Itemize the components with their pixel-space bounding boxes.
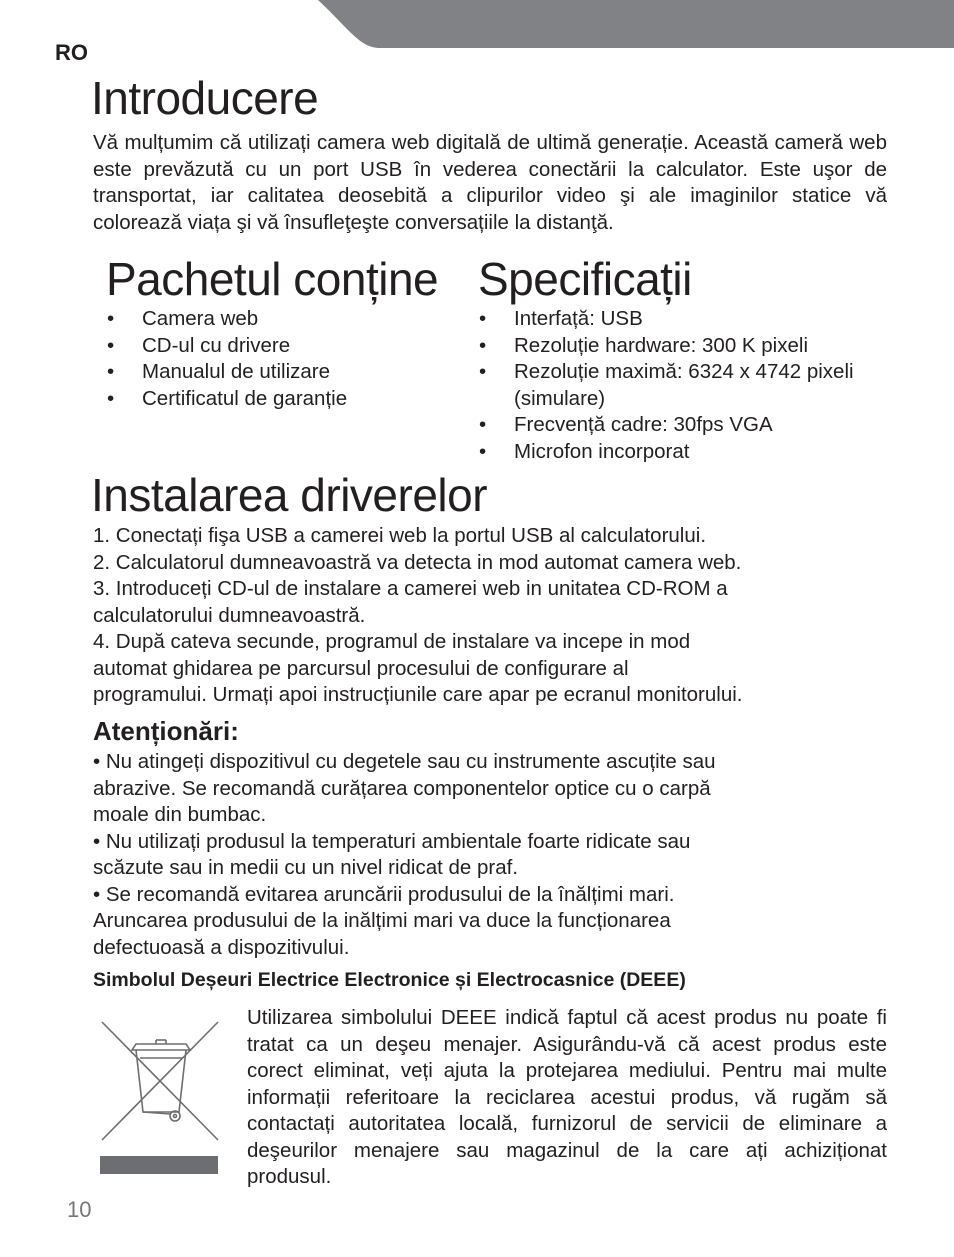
list-item-text: CD-ul cu drivere xyxy=(142,333,291,357)
specs-list xyxy=(479,306,879,465)
section-title-introducere: Introducere xyxy=(91,72,319,124)
list-item xyxy=(479,306,879,333)
list-item xyxy=(107,359,447,386)
list-item-text: Microfon incorporat xyxy=(514,439,690,463)
warning-line: scăzute sau in medii cu un nivel ridicat de praf. xyxy=(93,856,519,879)
warning-line: abrazive. Se recomandă curățarea componentelor optice cu o carpă xyxy=(93,776,711,800)
warnings-text xyxy=(93,749,716,961)
bullet-icon: • xyxy=(479,360,487,383)
warning-line: • Nu atingeți dispozitivul cu degetele sau cu instrumente ascuțite sau xyxy=(93,750,716,773)
page-number: 10 xyxy=(67,1197,92,1222)
section-title-specificatii: Specificații xyxy=(478,253,692,305)
list-item-text: Frecvență cadre: 30fps VGA xyxy=(514,413,773,436)
warning-line: • Se recomandă evitarea aruncării produsului de la înălțimi mari. xyxy=(93,882,675,906)
list-item-text: Rezoluție maximă: 6324 x 4742 pixeli (simulare) xyxy=(514,360,854,410)
install-step-line: 1. Conectați fişa USB a camerei web la portul USB al calculatorului. xyxy=(93,524,707,547)
bullet-icon: • xyxy=(107,307,115,330)
intro-paragraph: Vă mulțumim că utilizați camera web digitală de ultimă generație. Această cameră web este prevăzută cu un port USB în vederea conectării la calculator. Este uşor de transportat, iar calitatea deosebită a clipurilor video şi ale imaginilor statice vă colorează viața şi vă însufleţeşte conversațiile la distanţă. xyxy=(93,131,887,234)
install-step-line: calculatorului dumneavoastră. xyxy=(93,603,366,627)
warning-line: Aruncarea produsului de la inălțimi mari va duce la funcționarea xyxy=(93,909,671,932)
list-item-text: Interfață: USB xyxy=(514,307,643,330)
install-step-line: automat ghidarea pe parcursul procesului de configurare al xyxy=(93,656,629,680)
list-item-text: Manualul de utilizare xyxy=(142,360,331,383)
bullet-icon: • xyxy=(107,333,115,357)
package-list xyxy=(107,306,447,412)
warning-line: moale din bumbac. xyxy=(93,803,267,826)
list-item-text: Rezoluție hardware: 300 K pixeli xyxy=(514,333,808,357)
list-item-text: Certificatul de garanție xyxy=(142,386,348,410)
weee-heading: Simbolul Deșeuri Electrice Electronice și Electrocasnice (DEEE) xyxy=(93,969,686,991)
list-item xyxy=(107,386,447,413)
header-tab-shape xyxy=(0,0,954,50)
bullet-icon: • xyxy=(479,439,487,463)
install-step-line: 4. După cateva secunde, programul de instalare va incepe in mod xyxy=(93,630,691,653)
bullet-icon: • xyxy=(479,307,487,330)
section-title-pachet: Pachetul conține xyxy=(106,253,439,305)
list-item-text: Camera web xyxy=(142,307,259,330)
weee-paragraph: Utilizarea simbolului DEEE indică faptul că acest produs nu poate fi tratat ca un deşeu menajer. Asigurându-vă că acest produs este corect eliminat, veți ajuta la protejarea mediului. Pentru mai multe informații referitoare la reciclarea acestui produs, vă rugăm să contactați autoritatea locală, furnizorul de servicii de eliminare a deşeurilor menajere sau magazinul de la care ați achiziționat produsul. xyxy=(247,1006,887,1188)
bullet-icon: • xyxy=(479,413,487,436)
install-step-line: 3. Introduceți CD-ul de instalare a camerei web in unitatea CD-ROM a xyxy=(93,577,728,600)
install-step-line: programului. Urmați apoi instrucțiunile care apar pe ecranul monitorului. xyxy=(93,683,743,706)
list-item xyxy=(479,333,879,360)
section-title-instalare: Instalarea driverelor xyxy=(91,469,488,521)
list-item xyxy=(479,359,879,412)
list-item xyxy=(479,412,879,439)
warning-line: • Nu utilizați produsul la temperaturi ambientale foarte ridicate sau xyxy=(93,829,691,853)
list-item xyxy=(107,333,447,360)
bullet-icon: • xyxy=(107,360,115,383)
warnings-heading: Atenționări: xyxy=(93,716,239,746)
list-item xyxy=(479,439,879,466)
list-item xyxy=(107,306,447,333)
bullet-icon: • xyxy=(107,386,115,410)
install-steps xyxy=(93,523,742,709)
warning-line: defectuoasă a dispozitivului. xyxy=(93,935,350,959)
bullet-icon: • xyxy=(479,333,487,357)
install-step-line: 2. Calculatorul dumneavoastră va detecta in mod automat camera web. xyxy=(93,550,742,574)
crossed-out-wheeled-bin-icon xyxy=(100,1020,220,1176)
language-code: RO xyxy=(55,40,88,65)
